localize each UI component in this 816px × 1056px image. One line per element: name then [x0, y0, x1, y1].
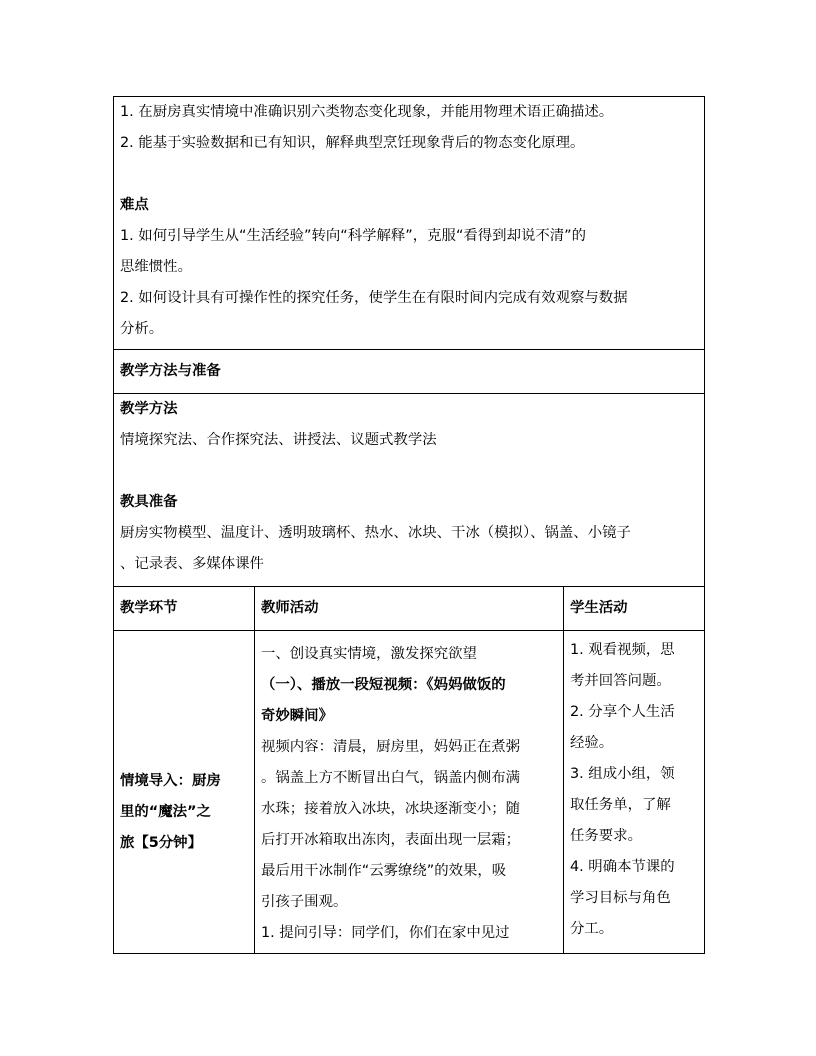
student-line-4: 经验。 — [570, 735, 614, 751]
stage-line-3: 旅【5分钟】 — [120, 834, 202, 851]
teacher-line-5: 最后用干冰制作“云雾缭绕”的效果，吸 — [261, 863, 507, 879]
stage-line-2: 里的“魔法”之 — [120, 803, 211, 820]
difficulty-item-1-line-2: 思维惯性。 — [120, 259, 192, 275]
header-stage-text: 教学环节 — [120, 600, 178, 616]
stage-cell — [114, 631, 255, 954]
student-line-1: 1. 观看视频，思 — [570, 642, 675, 658]
difficulty-cell — [114, 97, 705, 350]
difficulty-item-2-line-2: 分析。 — [120, 321, 164, 337]
methods-header: 教学方法与准备 — [120, 363, 221, 379]
header-stage — [114, 587, 255, 631]
stage-line-1: 情境导入：厨房 — [120, 772, 221, 789]
difficulty-title: 难点 — [120, 197, 149, 213]
header-teacher — [255, 587, 564, 631]
student-line-8: 4. 明确本节课的 — [570, 859, 675, 875]
teacher-line-7: 1. 提问引导：同学们，你们在家中见过 — [261, 925, 510, 941]
teacher-line-4: 后打开冰箱取出冻肉，表面出现一层霜； — [261, 832, 521, 848]
teacher-line-2: 。锅盖上方不断冒出白气，锅盖内侧布满 — [261, 770, 521, 786]
tools-title: 教具准备 — [120, 494, 178, 510]
teacher-line-3: 水珠；接着放入冰块，冰块逐渐变小；随 — [261, 801, 521, 817]
tools-text-line-2: 、记录表、多媒体课件 — [120, 556, 264, 572]
key-point-line-2: 2. 能基于实验数据和已有知识，解释典型烹饪现象背后的物态变化原理。 — [120, 135, 585, 151]
student-line-10: 分工。 — [570, 921, 614, 937]
student-activity-cell — [564, 631, 705, 954]
tools-text-line-1: 厨房实物模型、温度计、透明玻璃杯、热水、冰块、干冰（模拟）、锅盖、小镜子 — [120, 525, 631, 541]
student-line-5: 3. 组成小组，领 — [570, 766, 675, 782]
difficulty-row — [114, 97, 705, 350]
student-line-3: 2. 分享个人生活 — [570, 704, 675, 720]
student-line-9: 学习目标与角色 — [570, 890, 671, 906]
student-line-2: 考并回答问题。 — [570, 673, 671, 689]
stage-row-intro — [114, 631, 705, 954]
header-student — [564, 587, 705, 631]
teacher-subtitle-line-1: （一）、播放一段短视频：《妈妈做饭的 — [261, 677, 506, 693]
difficulty-item-1-line-1: 1. 如何引导学生从“生活经验”转向“科学解释”，克服“看得到却说不清”的 — [120, 228, 586, 244]
difficulty-item-2-line-1: 2. 如何设计具有可操作性的探究任务，使学生在有限时间内完成有效观察与数据 — [120, 290, 628, 306]
process-header-row — [114, 587, 705, 631]
student-line-6: 取任务单，了解 — [570, 797, 671, 813]
student-line-7: 任务要求。 — [570, 828, 642, 844]
teacher-subtitle-line-2: 奇妙瞬间》 — [261, 708, 333, 724]
teacher-line-1: 视频内容：清晨，厨房里，妈妈正在煮粥 — [261, 739, 521, 755]
teacher-line-6: 引孩子围观。 — [261, 894, 348, 910]
method-title: 教学方法 — [120, 401, 178, 417]
spacer — [120, 159, 698, 190]
key-point-line-1: 1. 在厨房真实情境中准确识别六类物态变化现象，并能用物理术语正确描述。 — [120, 104, 614, 120]
method-text: 情境探究法、合作探究法、讲授法、议题式教学法 — [120, 432, 437, 448]
teacher-title: 一、创设真实情境，激发探究欲望 — [261, 646, 477, 662]
teacher-activity-cell — [255, 631, 564, 954]
methods-header-cell — [114, 350, 705, 394]
spacer — [120, 456, 698, 487]
methods-header-row — [114, 350, 705, 394]
header-teacher-text: 教师活动 — [261, 600, 319, 616]
methods-row — [114, 394, 705, 587]
header-student-text: 学生活动 — [570, 600, 628, 616]
lesson-plan-table — [113, 96, 705, 954]
methods-cell — [114, 394, 705, 587]
